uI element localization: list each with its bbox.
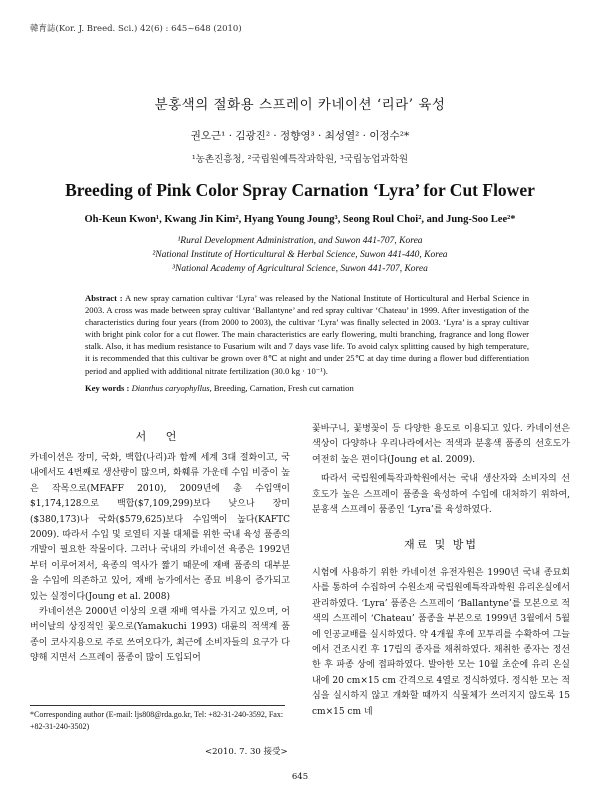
abstract — [85, 292, 529, 377]
abstract-label: Abstract : — [85, 293, 123, 303]
keywords-species: Dianthus caryophyllus — [131, 383, 210, 393]
right-paragraph-1: 꽃바구니, 꽃병꽂이 등 다양한 용도로 이용되고 있다. 카네이션은 색상이 다양하나 우리나라에서는 적색과 분홍색 품종의 선호도가 여전히 높은 편이다(Joung et al. 2009). — [312, 424, 570, 465]
section-heading-introduction: 서 언 — [135, 430, 185, 443]
abstract-text: A new spray carnation cultivar ‘Lyra’ was released by the National Institute of Horticultural and Herbal Science in 2003. A cross was made between spray cultivar ‘Ballantyne’ and red spray cultivar ‘Chateau’ in 1999. After investigation of the characteristics during four years (from 2000 to 2003), the cultivar ‘Lyra’ was finally selected in 2003. ‘Lyra’ is a spray cultivar with bright pink color for a cut flower. The main characteristics are early flowering, multi branching, fragrance and long flower stalk. Also, it has medium resistance to Fusarium wilt and 7 days vase life. To avoid calyx splitting caused by high temperature, it is recommended that this cultivar be grown over 8℃ at night and under 25℃ at day time during a flower bud differentiation period and applied with additional nitrate fertilization (30.0 kg · 10⁻¹). — [85, 293, 529, 376]
intro-paragraph-1: 카네이션은 장미, 국화, 백합(나리)과 함께 세계 3대 절화이고, 국내에서도 4번째로 생산량이 많으며, 화훼류 가운데 수입 비중이 높은 작목으로(MFAFF 2010), 2009년에 총 수입액이 $1,174,128으로 백합($7,109,299)보다 낮으나 장미($380,173)나 국화($579,625)보다 수입액이 높다(KAFTC 2009). 따라서 수입 및 로열티 지불 대체를 위한 국내 육성 품종의 개발이 필요한 작물이다. 그러나 국내의 카네이션 육종은 1992년부터 이루어져서, 육종의 역사가 짧기 때문에 재배 품종의 대부분을 수입에 의존하고 있어, 재배 농가에서는 종묘 비용이 증가되고 있는 실정이다(Joung et al. 2008) — [30, 453, 290, 602]
right-column-methods — [312, 566, 570, 720]
keywords — [85, 383, 529, 393]
corresponding-author-footnote: *Corresponding author (E-mail: ljs808@rda.go.kr, Tel: +82-31-240-3592, Fax: +82-31-240-3502) — [30, 710, 284, 731]
english-title: Breeding of Pink Color Spray Carnation ‘Lyra’ for Cut Flower — [65, 180, 535, 200]
keywords-label: Key words : — [85, 383, 130, 393]
intro-paragraph-2: 카네이션은 2000년 이상의 오랜 재배 역사를 가지고 있으며, 어버이날의 상징적인 꽃으로(Yamakuchi 1993) 대륜의 적색계 품종이 코사지용으로 주로 쓰여오다가, 최근에 소비자들의 요구가 다양해 지면서 스프레이 품종이 많이 도입되어 — [30, 607, 290, 664]
korean-affiliations: ¹농촌진흥청, ²국립원예특작과학원, ³국립농업과학원 — [191, 154, 409, 165]
section-heading-methods: 재료 및 방법 — [403, 538, 479, 551]
methods-paragraph-1: 시험에 사용하기 위한 카네이션 유전자원은 1990년 국내 종묘회사를 통하여 수집하여 수원소재 국립원예특작과학원 유리온실에서 관리하였다. ‘Lyra’ 품종은 스프레이 ‘Ballantyne’를 모본으로 적색의 스프레이 ‘Chateau’ 품종을 부본으로 1999년 3월에서 5월에 인공교배를 실시하였다. 약 4개월 후에 꼬투리를 수확하여 그늘에서 건조시킨 후 17립의 종자를 채취하였다. 채취한 종자는 정선한 후 파종 상에 접파하였다. 발아한 모는 10월 초순에 유리 온실내에 20 cm×15 cm 간격으로 4열로 정식하였다. 정식한 모는 적심을 실시하지 않고 개화할 때까지 식물체가 쓰러지지 않도록 15 cm×15 cm 네 — [312, 568, 570, 717]
english-authors: Oh-Keun Kwon¹, Kwang Jin Kim², Hyang Young Joung³, Seong Roul Choi², and Jung-Soo Lee²* — [84, 214, 516, 225]
english-affiliation-3: ³National Academy of Agricultural Science, Suwon 441-707, Korea — [172, 264, 428, 274]
page-number: 645 — [291, 772, 309, 782]
english-affiliation-1: ¹Rural Development Administration, and Suwon 441-707, Korea — [177, 236, 423, 246]
footnote-rule — [30, 705, 285, 706]
korean-authors: 권오근¹ · 김광진² · 정향영³ · 최성열² · 이정수²* — [190, 130, 410, 142]
received-date: <2010. 7. 30 接受> — [205, 747, 288, 757]
journal-header: 韓育誌(Kor. J. Breed. Sci.) 42(6) : 645~648 (2010) — [30, 24, 242, 34]
right-paragraph-2: 따라서 국립원예특작과학원에서는 국내 생산자와 소비자의 선호도가 높은 스프레이 품종을 육성하여 수입에 대처하기 위하여, 분홍색 스프레이 품종인 ‘Lyra’를 육성하였다. — [312, 474, 570, 516]
left-column — [30, 451, 290, 667]
keywords-list: , Breeding, Carnation, Fresh cut carnation — [209, 383, 354, 393]
english-affiliation-2: ²National Institute of Horticultural & Herbal Science, Suwon 441-440, Korea — [152, 250, 448, 260]
korean-title: 분홍색의 절화용 스프레이 카네이션 ‘리라’ 육성 — [154, 97, 446, 113]
right-column-top — [312, 422, 570, 518]
